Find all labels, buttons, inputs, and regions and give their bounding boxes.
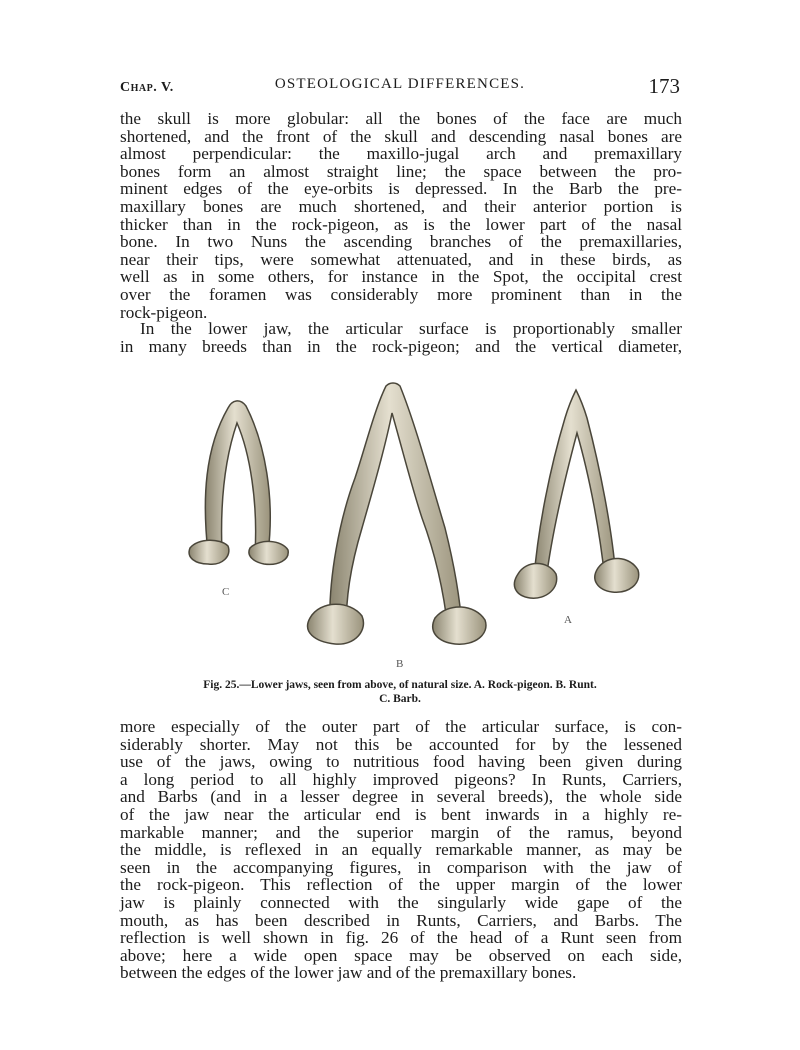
text-line: maxillary bones are much shortened, and their anterior portion is [120, 196, 682, 216]
text-line: the skull is more globular: all the bones of the face are much [120, 109, 682, 128]
text-line: almost perpendicular: the maxillo-jugal arch and premaxillary [120, 144, 682, 164]
text-line: markable manner; and the superior margin of the ramus, beyond [120, 822, 682, 842]
paragraph-2 [120, 320, 682, 355]
figure-label-c: C [222, 586, 230, 598]
text-line: near their tips, were somewhat attenuated, and in these birds, as [120, 249, 682, 269]
text-line: thicker than in the rock-pigeon, as is the lower part of the nasal [120, 214, 682, 234]
text-line: between the edges of the lower jaw and of the premaxillary bones. [120, 963, 577, 983]
running-title: OSTEOLOGICAL DIFFERENCES. [274, 76, 526, 92]
text-line: of the jaw near the articular end is bent inwards in a highly re- [120, 804, 682, 824]
text-line: shortened, and the front of the skull and descending nasal bones are [120, 126, 682, 146]
text-line: bone. In two Nuns the ascending branches of the premaxillaries, [120, 232, 682, 252]
figure-caption [120, 678, 680, 706]
text-line: mouth, as has been described in Runts, Carriers, and Barbs. The [120, 910, 682, 930]
jaw-illustration [150, 378, 650, 678]
figure-25 [150, 378, 650, 678]
text-line: in many breeds than in the rock-pigeon; and the vertical diameter, [120, 336, 682, 356]
jaw-b-runt [308, 383, 486, 644]
text-line: more especially of the outer part of the articular surface, is con- [120, 717, 682, 736]
text-line: reflection is well shown in fig. 26 of the head of a Runt seen from [120, 928, 682, 948]
text-line: the rock-pigeon. This reflection of the upper margin of the lower [120, 875, 682, 895]
text-line: rock-pigeon. [120, 302, 208, 322]
text-line: siderably shorter. May not this be accounted for by the lessened [120, 734, 682, 754]
text-line: bones form an almost straight line; the space between the pro- [120, 161, 682, 181]
running-header [120, 74, 680, 102]
paragraph-1 [120, 110, 682, 321]
text-line: well as in some others, for instance in the Spot, the occipital crest [120, 267, 682, 287]
text-line: jaw is plainly connected with the singularly wide gape of the [120, 892, 682, 912]
text-line: seen in the accompanying figures, in comparison with the jaw of [120, 857, 682, 877]
chapter-label: Chap. V. [120, 80, 174, 95]
paragraph-3 [120, 718, 682, 982]
text-line: use of the jaws, owing to nutritious food having been given during [120, 752, 682, 772]
text-line: minent edges of the eye-orbits is depressed. In the Barb the pre- [120, 179, 682, 199]
caption-line: C. Barb. [379, 693, 421, 705]
caption-line: Fig. 25.—Lower jaws, seen from above, of natural size. A. Rock-pigeon. B. Runt. [203, 679, 597, 691]
text-line: a long period to all highly improved pigeons? In Runts, Carriers, [120, 769, 682, 789]
figure-label-b: B [396, 658, 404, 670]
figure-label-a: A [564, 614, 572, 626]
text-line: and Barbs (and in a lesser degree in several breeds), the whole side [120, 787, 682, 807]
jaw-c-barb [189, 401, 288, 564]
text-line: above; here a wide open space may be observed on each side, [120, 945, 682, 965]
text-line: In the lower jaw, the articular surface is proportionably smaller [140, 319, 682, 338]
text-line: the middle, is reflexed in an equally remarkable manner, as may be [120, 840, 682, 860]
text-line: over the foramen was considerably more prominent than in the [120, 284, 682, 304]
page-number: 173 [648, 74, 680, 98]
jaw-a-rock-pigeon [514, 390, 638, 598]
